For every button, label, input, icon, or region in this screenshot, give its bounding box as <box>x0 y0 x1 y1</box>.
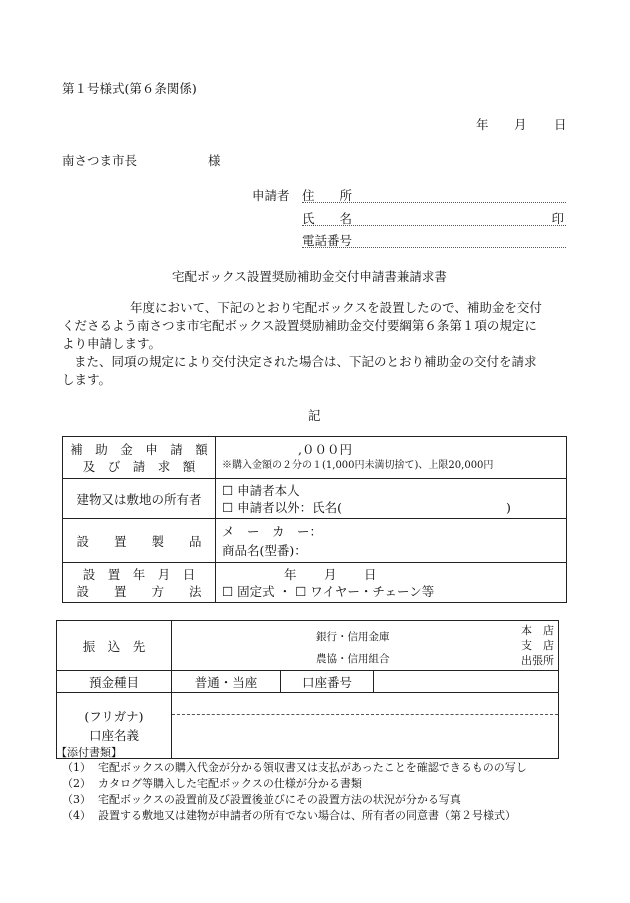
product-cell <box>216 519 567 563</box>
body-para2-line2: します。 <box>62 372 112 387</box>
furigana-label: (フリガナ) <box>84 708 144 724</box>
addressee-name: 南さつま市長 <box>62 153 138 168</box>
amount-value-cell <box>216 437 567 479</box>
attachment-item: （4） 設置する敷地又は建物が申請者の所有でない場合は、所有者の同意書（第２号様式） <box>62 809 516 822</box>
body-para1-line1: 年度において、下記のとおり宅配ボックスを設置したので、補助金を交付 <box>130 300 542 315</box>
branch-sub: 支 店 <box>521 639 554 652</box>
details-table <box>62 436 567 603</box>
body-para2-line1: また、同項の規定により交付決定された場合は、下記のとおり補助金の交付を請求 <box>74 354 537 369</box>
owner-close-paren: ) <box>506 499 511 515</box>
form-number: 第１号様式(第６条関係) <box>62 81 197 96</box>
amount-label-cell <box>63 437 216 479</box>
bank-type-1: 銀行・信用金庫 <box>316 631 390 643</box>
transfer-label: 振 込 先 <box>57 621 172 671</box>
name-field <box>302 209 566 226</box>
date-day: 日 <box>554 117 567 132</box>
date-month: 月 <box>514 117 527 132</box>
holder-field[interactable] <box>172 693 559 759</box>
applicant-label: 申請者 <box>252 188 290 203</box>
seal-mark: 印 <box>551 211 564 226</box>
maker-label: メ ー カ ー： <box>222 523 323 539</box>
install-month: 月 <box>324 566 337 582</box>
phone-label: 電話番号 <box>302 233 353 248</box>
owner-label: 建物又は敷地の所有者 <box>63 479 216 519</box>
bank-type-2: 農協・信用組合 <box>316 653 390 665</box>
body-para1-line2: くださるよう南さつま市宅配ボックス設置奨励補助金交付要綱第６条第１項の規定に <box>62 318 537 333</box>
amount-value: ,０００円 <box>298 441 352 457</box>
owner-cell <box>216 479 567 519</box>
install-date-label: 設 置 年 月 日 <box>82 566 196 582</box>
body-para1-line3: より申請します。 <box>62 336 162 351</box>
bank-cell <box>172 621 559 671</box>
account-type-label: 預金種目 <box>57 671 172 693</box>
amount-label-2: 及 び 請 求 額 <box>82 458 196 474</box>
attachment-item: （2） カタログ等購入した宅配ボックスの仕様が分かる書類 <box>62 777 362 790</box>
furigana-divider <box>172 714 558 715</box>
amount-label-1: 補 助 金 申 請 額 <box>70 441 208 457</box>
install-day: 日 <box>364 566 377 582</box>
branch-main: 本 店 <box>521 624 554 637</box>
date-year: 年 <box>476 117 489 132</box>
date-method-cell <box>216 563 567 603</box>
product-label: 設 置 製 品 <box>63 519 216 563</box>
amount-note: ※購入金額の２分の１(1,000円未満切捨て)、上限20,000円 <box>222 459 494 471</box>
document-title: 宅配ボックス設置奨励補助金交付申請書兼請求書 <box>172 269 447 284</box>
account-type-value: 普通・当座 <box>172 671 281 693</box>
account-number-field[interactable] <box>374 671 559 693</box>
owner-option-self[interactable]: ☐ 申請者本人 <box>222 482 300 498</box>
attachments-list <box>62 760 527 824</box>
addressee-honorific: 様 <box>208 153 221 168</box>
branch-office: 出張所 <box>521 654 554 667</box>
install-year: 年 <box>284 566 297 582</box>
owner-option-other[interactable] <box>222 499 566 516</box>
branch-options <box>521 623 554 668</box>
attachments-heading: 【添付書類】 <box>56 746 122 759</box>
install-method-label: 設 置 方 法 <box>76 583 202 599</box>
attachment-item: （1） 宅配ボックスの購入代金が分かる領収書又は支払があったことを確認できるものの写し <box>62 761 527 774</box>
address-field <box>302 186 566 203</box>
install-method-options[interactable]: ☐ 固定式 ・ ☐ ワイヤー・チェーン等 <box>222 583 435 599</box>
owner-option-other-label: ☐ 申請者以外：氏名( <box>222 499 343 515</box>
model-label: 商品名(型番)： <box>222 542 307 558</box>
bank-table <box>56 620 559 759</box>
address-label: 住 所 <box>302 188 353 203</box>
date-method-label-cell <box>63 563 216 603</box>
name-label: 氏 名 <box>302 211 353 226</box>
account-number-label: 口座番号 <box>281 671 374 693</box>
holder-label: 口座名義 <box>88 727 139 743</box>
phone-field <box>302 231 566 248</box>
attachment-item: （3） 宅配ボックスの設置前及び設置後並びにその設置方法の状況が分かる写真 <box>62 793 461 806</box>
ki-mark: 記 <box>308 408 321 423</box>
install-date-row <box>222 566 566 583</box>
